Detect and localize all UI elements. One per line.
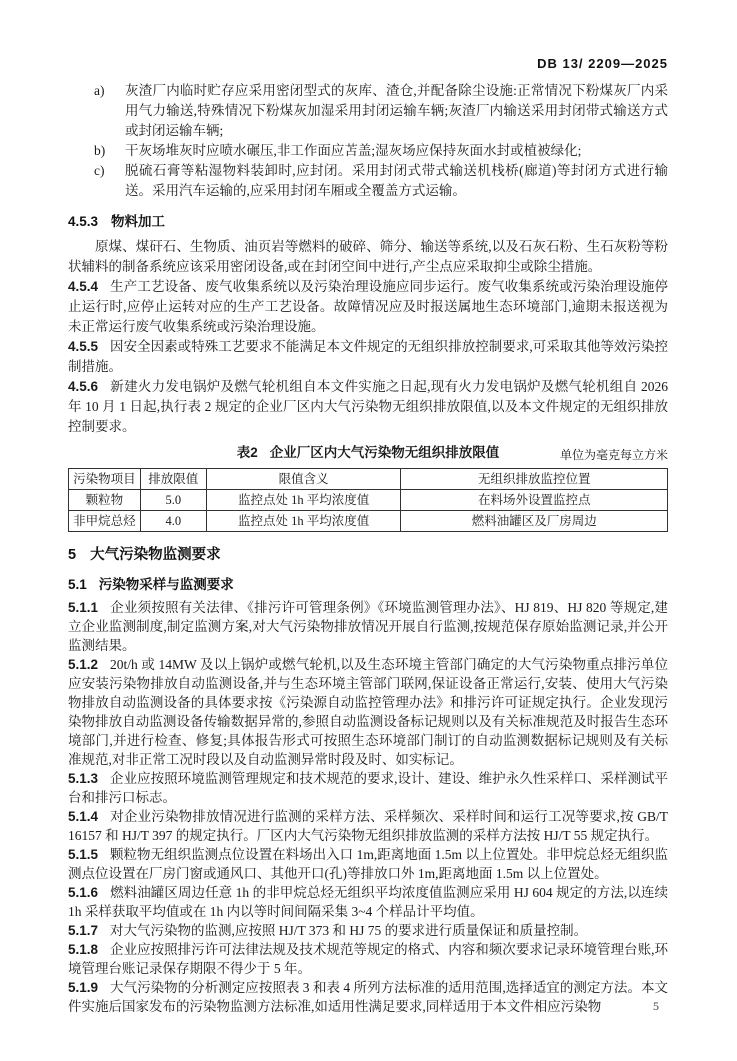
table-cell: 燃料油罐区及厂房周边 bbox=[401, 511, 668, 532]
clause-text: 企业应按照排污许可法律法规及技术规范等规定的格式、内容和频次要求记录环境管理台账,环境管理台账记录保存期限不得少于 5 年。 bbox=[68, 942, 668, 976]
table-cell: 在料场外设置监控点 bbox=[401, 490, 668, 511]
clause-number: 5.1.8 bbox=[68, 942, 99, 957]
heading-4-5-3 bbox=[68, 210, 668, 230]
heading-5-1 bbox=[68, 573, 668, 593]
list-item-label: b) bbox=[94, 143, 106, 158]
table-header-cell: 排放限值 bbox=[140, 469, 206, 490]
clause-number: 4.5.5 bbox=[68, 339, 99, 354]
heading-title: 大气污染物监测要求 bbox=[90, 547, 221, 563]
lettered-list bbox=[94, 81, 668, 201]
list-item-text: 干灰场堆灰时应喷水碾压,非工作面应苫盖;湿灰场应保持灰面水封或植被绿化; bbox=[125, 143, 582, 158]
table-cell: 监控点处 1h 平均浓度值 bbox=[206, 511, 401, 532]
paragraph-4-5-3: 原煤、煤矸石、生物质、油页岩等燃料的破碎、筛分、输送等系统,以及石灰石粉、生石灰粉等粉状辅料的制备系统应该采用密闭设备,或在封闭空间中进行,产尘点应采取抑尘或除尘措施。 bbox=[68, 239, 668, 274]
clause-text: 大气污染物的分析测定应按照表 3 和表 4 所列方法标准的适用范围,选择适宜的测定方法。本文件实施后国家发布的污染物监测方法标准,如适用性满足要求,同样适用于本文件相应污染物 bbox=[68, 980, 668, 1014]
clause-5-1-6 bbox=[68, 883, 668, 921]
clause-5-1-3 bbox=[68, 769, 668, 807]
clause-5-1-9 bbox=[68, 978, 668, 1016]
clause-number: 4.5.4 bbox=[68, 279, 99, 294]
clause-5-1-2 bbox=[68, 655, 668, 769]
list-item-b bbox=[94, 141, 668, 161]
table-2 bbox=[68, 468, 668, 532]
clause-number: 5.1.3 bbox=[68, 771, 99, 786]
heading-number: 5.1 bbox=[68, 577, 87, 592]
clause-text: 企业应按照环境监测管理规定和技术规范的要求,设计、建设、维护永久性采样口、采样测试平台和排污口标志。 bbox=[68, 771, 668, 805]
list-item-label: c) bbox=[94, 163, 105, 178]
heading-title: 污染物采样与监测要求 bbox=[98, 577, 234, 592]
clause-number: 5.1.9 bbox=[68, 980, 99, 995]
table-cell: 监控点处 1h 平均浓度值 bbox=[206, 490, 401, 511]
clause-text: 颗粒物无组织监测点位设置在料场出入口 1m,距离地面 1.5m 以上位置处。非甲烷总烃无组织监测点位设置在厂房门窗或通风口、其他开口(孔)等排放口外 1m,距离地面 1.5m 以上位置处。 bbox=[68, 847, 668, 881]
clause-4-5-5 bbox=[68, 337, 668, 377]
clause-5-1-8 bbox=[68, 940, 668, 978]
table-2-title-text: 企业厂区内大气污染物无组织排放限值 bbox=[269, 445, 500, 460]
heading-number: 5 bbox=[68, 547, 77, 563]
clause-text: 20t/h 或 14MW 及以上锅炉或燃气轮机,以及生态环境主管部门确定的大气污染物重点排污单位应安装污染物排放自动监测设备,并与生态环境主管部门联网,保证设备正常运行,安装、使用大气污染物排放自动监测设备的具体要求按《污染源自动监控管理办法》和排污许可证规定执行。企业发现污染物排放自动监测设备传输数据异常的,参照自动监测设备标记规则以及有关标准规范及时报告生态环境部门,并进行检查、修复;具体报告形式可按照生态环境部门制订的自动监测数据标记规则及有关标准规范,对非正常工况时段以及自动监测异常时段及时、如实标记。 bbox=[68, 657, 668, 767]
clause-text: 生产工艺设备、废气收集系统以及污染治理设施应同步运行。废气收集系统或污染治理设施停止运行时,应停止运转对应的生产工艺设备。故障情况应及时报送属地生态环境部门,逾期未报送视为未正常运行废气收集系统或污染治理设施。 bbox=[68, 279, 668, 334]
clause-text: 新建火力发电锅炉及燃气轮机组自本文件实施之日起,现有火力发电锅炉及燃气轮机组自 2026 年 10 月 1 日起,执行表 2 规定的企业厂区内大气污染物无组织排放限值,以及本文件规定的无组织排放控制要求。 bbox=[68, 379, 668, 434]
list-item-label: a) bbox=[94, 83, 105, 98]
table-row bbox=[69, 511, 668, 532]
clause-number: 5.1.5 bbox=[68, 847, 99, 862]
clause-text: 对大气污染物的监测,应按照 HJ/T 373 和 HJ 75 的要求进行质量保证和质量控制。 bbox=[110, 923, 588, 938]
heading-number: 4.5.3 bbox=[68, 214, 99, 229]
list-item-a bbox=[94, 81, 668, 141]
clause-4-5-6 bbox=[68, 377, 668, 437]
clause-text: 企业须按照有关法律、《排污许可管理条例》《环境监测管理办法》、HJ 819、HJ 820 等规定,建立企业监测制度,制定监测方案,对大气污染物排放情况开展自行监测,按规范保存原始监测记录,并公开监测结果。 bbox=[68, 600, 668, 653]
clause-5-1-4 bbox=[68, 807, 668, 845]
clause-5-1-5 bbox=[68, 845, 668, 883]
clause-text: 因安全因素或特殊工艺要求不能满足本文件规定的无组织排放控制要求,可采取其他等效污染控制措施。 bbox=[68, 339, 668, 374]
table-2-caption bbox=[68, 444, 668, 462]
list-item-text: 脱硫石膏等粘湿物料装卸时,应封闭。采用封闭式带式输送机栈桥(廊道)等封闭方式进行输送。采用汽车运输的,应采用封闭车厢或全覆盖方式运输。 bbox=[125, 163, 668, 198]
clause-5-1-7 bbox=[68, 921, 668, 940]
clause-number: 4.5.6 bbox=[68, 379, 99, 394]
table-2-title bbox=[237, 445, 500, 460]
table-2-label: 表2 bbox=[236, 445, 258, 460]
doc-number: DB 13/ 2209—2025 bbox=[537, 56, 668, 71]
table-header-cell: 无组织排放监控位置 bbox=[401, 469, 668, 490]
clause-number: 5.1.1 bbox=[68, 600, 99, 615]
list-item-text: 灰渣厂内临时贮存应采用密闭型式的灰库、渣仓,并配备除尘设施:正常情况下粉煤灰厂内采用气力输送,特殊情况下粉煤灰加湿采用封闭运输车辆;灰渣厂内输送采用封闭带式输送方式或封闭运输车辆; bbox=[125, 83, 668, 138]
table-row bbox=[69, 490, 668, 511]
page-number: 5 bbox=[653, 999, 659, 1013]
table-header-cell: 污染物项目 bbox=[69, 469, 141, 490]
list-item-c bbox=[94, 161, 668, 201]
clause-text: 燃料油罐区周边任意 1h 的非甲烷总烃无组织平均浓度值监测应采用 HJ 604 规定的方法,以连续 1h 采样获取平均值或在 1h 内以等时间间隔采集 3~4 个样品计平均值。 bbox=[68, 885, 668, 919]
clause-5-1-1 bbox=[68, 598, 668, 655]
clause-4-5-4 bbox=[68, 277, 668, 337]
table-2-unit-note: 单位为毫克每立方米 bbox=[559, 448, 668, 462]
table-header-cell: 限值含义 bbox=[206, 469, 401, 490]
clause-number: 5.1.4 bbox=[68, 809, 99, 824]
table-cell: 4.0 bbox=[140, 511, 206, 532]
clause-number: 5.1.7 bbox=[68, 923, 99, 938]
table-header-row bbox=[69, 469, 668, 490]
heading-5 bbox=[68, 543, 668, 564]
clause-number: 5.1.6 bbox=[68, 885, 99, 900]
clause-number: 5.1.2 bbox=[68, 657, 99, 672]
clause-text: 对企业污染物排放情况进行监测的采样方法、采样频次、采样时间和运行工况等要求,按 GB/T 16157 和 HJ/T 397 的规定执行。厂区内大气污染物无组织排放监测的采样方法按 HJ/T 55 规定执行。 bbox=[68, 809, 668, 843]
table-cell: 非甲烷总烃 bbox=[69, 511, 141, 532]
table-cell: 5.0 bbox=[140, 490, 206, 511]
heading-title: 物料加工 bbox=[111, 214, 166, 229]
table-cell: 颗粒物 bbox=[69, 490, 141, 511]
